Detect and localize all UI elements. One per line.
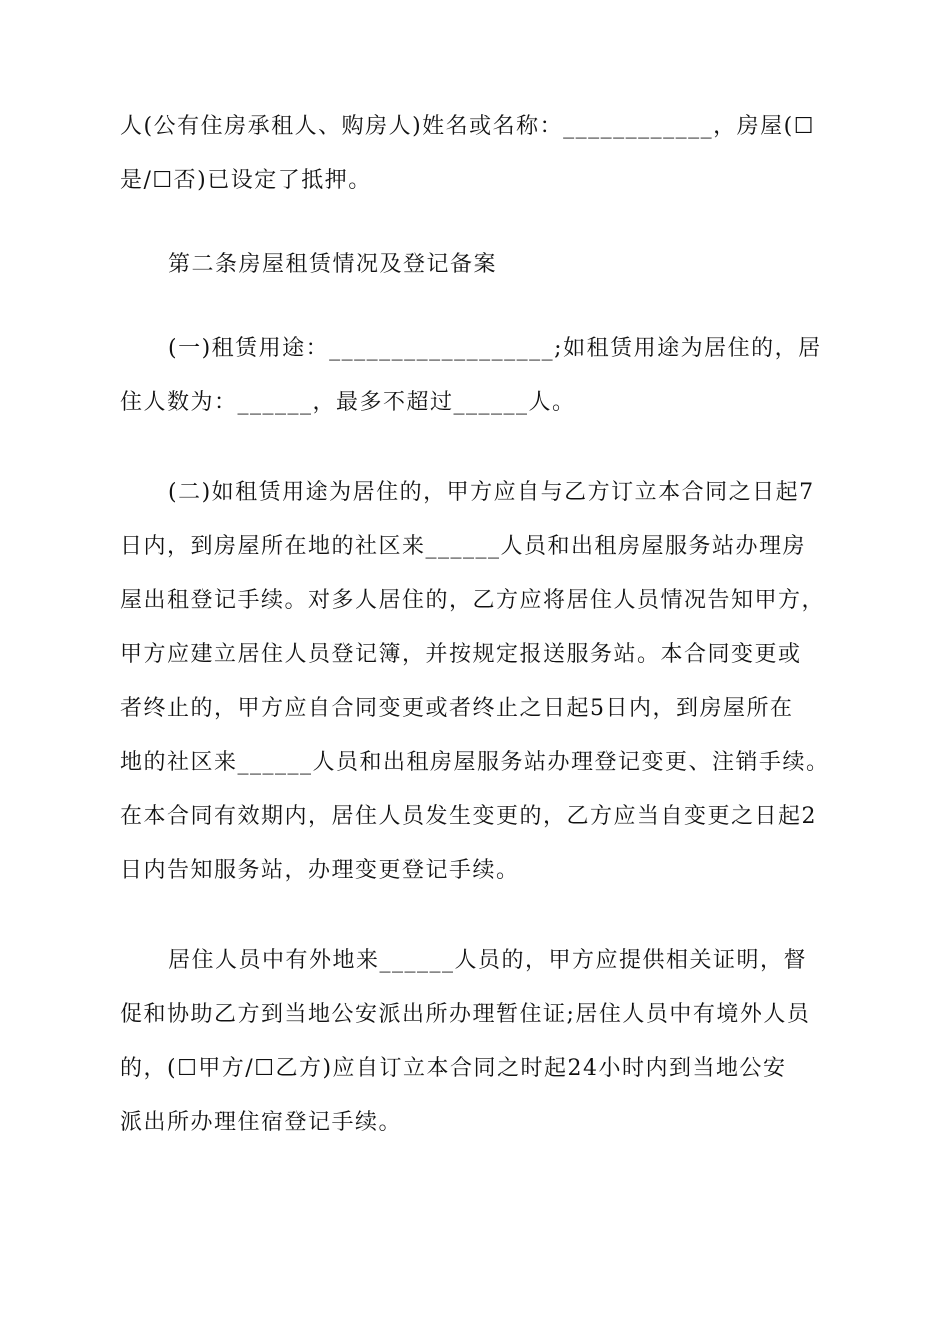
section-heading bbox=[120, 238, 832, 292]
text-line: 是/☐否)已设定了抵押。 bbox=[120, 168, 372, 193]
document-page bbox=[120, 100, 832, 1150]
text-line: 居住人员中有外地来______人员的，甲方应提供相关证明，督 bbox=[168, 948, 808, 973]
text-line: 日内，到房屋所在地的社区来______人员和出租房屋服务站办理房 bbox=[120, 534, 807, 559]
text-line: 在本合同有效期内，居住人员发生变更的，乙方应当自变更之日起2 bbox=[120, 804, 817, 829]
text-line: 促和协助乙方到当地公安派出所办理暂住证;居住人员中有境外人员 bbox=[120, 1002, 811, 1027]
text-line: 日内告知服务站，办理变更登记手续。 bbox=[120, 858, 520, 883]
text-line: 的，(☐甲方/☐乙方)应自订立本合同之时起24小时内到当地公安 bbox=[120, 1056, 787, 1081]
text-line: 人(公有住房承租人、购房人)姓名或名称：____________，房屋(☐ bbox=[120, 114, 815, 139]
text-line: 者终止的，甲方应自合同变更或者终止之日起5日内，到房屋所在 bbox=[120, 696, 794, 721]
paragraph-nonlocal-residents bbox=[120, 934, 832, 1150]
text-line: (一)租赁用途：__________________;如租赁用途为居住的，居 bbox=[168, 336, 822, 361]
paragraph-lessor-info bbox=[120, 100, 832, 208]
text-line: 地的社区来______人员和出租房屋服务站办理登记变更、注销手续。 bbox=[120, 750, 830, 775]
paragraph-lease-purpose bbox=[120, 322, 832, 430]
text-line: 屋出租登记手续。对多人居住的，乙方应将居住人员情况告知甲方， bbox=[120, 588, 826, 613]
article-heading: 第二条房屋租赁情况及登记备案 bbox=[168, 252, 498, 277]
text-line: 住人数为：______，最多不超过______人。 bbox=[120, 390, 576, 415]
text-line: 甲方应建立居住人员登记簿，并按规定报送服务站。本合同变更或 bbox=[120, 642, 802, 667]
text-line: (二)如租赁用途为居住的，甲方应自与乙方订立本合同之日起7 bbox=[168, 480, 815, 505]
text-line: 派出所办理住宿登记手续。 bbox=[120, 1110, 403, 1135]
paragraph-registration bbox=[120, 466, 832, 898]
